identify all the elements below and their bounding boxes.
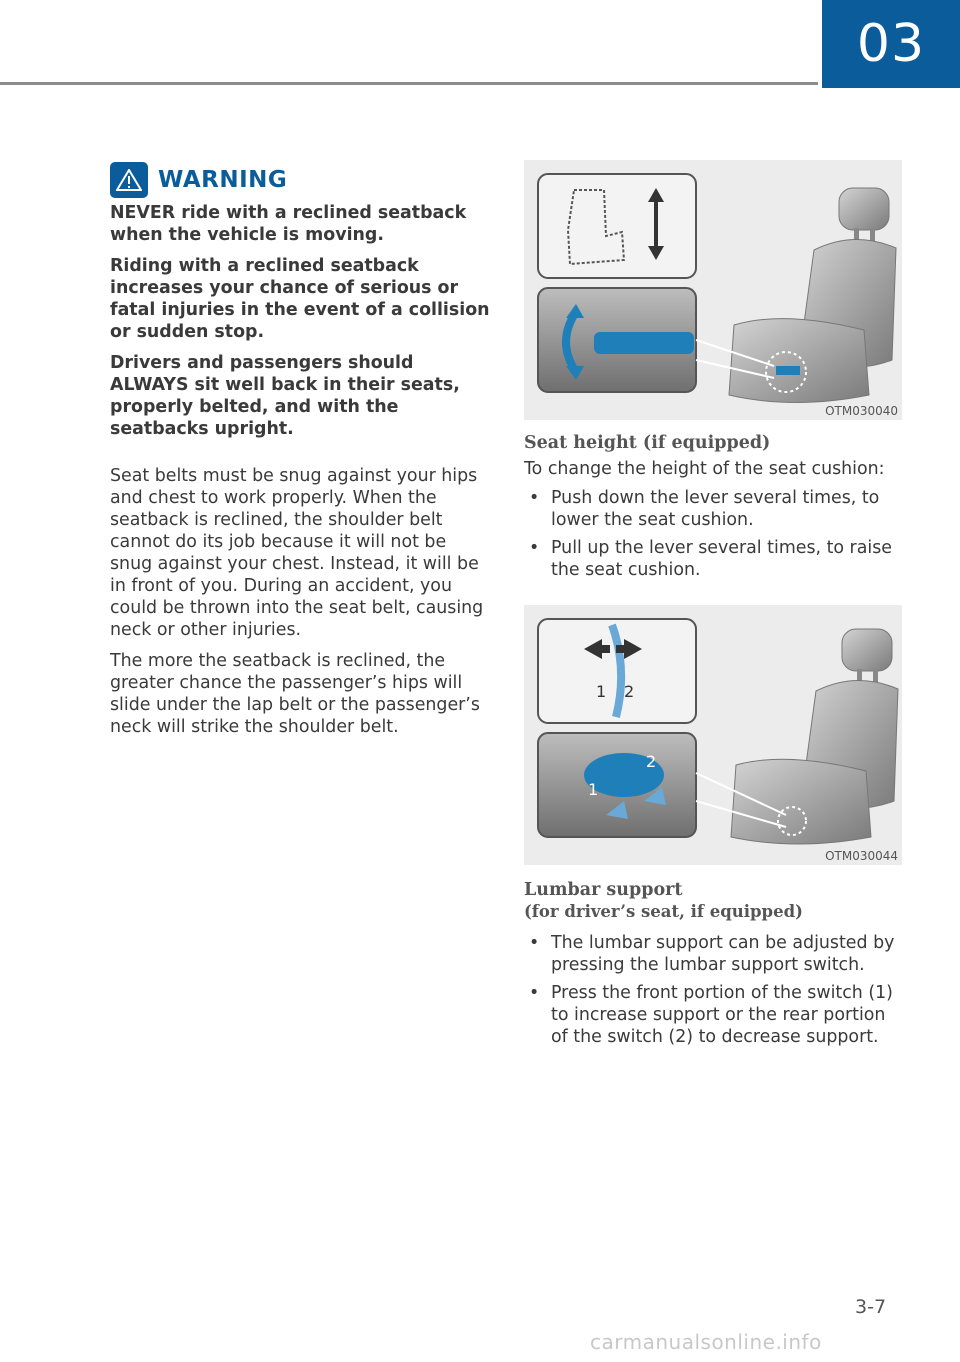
page-number: 3-7 [855, 1296, 887, 1318]
warning-text-2: Riding with a reclined seatback increases your chance of serious or fatal injuries in the event of a collision or sudden stop. [110, 256, 490, 342]
header-rule [0, 82, 818, 85]
list-item: • Push down the lever several times, to lower the seat cushion. [524, 487, 902, 531]
body-paragraph-2: The more the seatback is reclined, the greater chance the passenger’s hips will slide under the lap belt or the passenger’s neck will strike the shoulder belt. [110, 651, 480, 737]
seat-height-title: Seat height (if equipped) [524, 433, 771, 453]
right-column [524, 160, 902, 1054]
list-item: • Pull up the lever several times, to raise the seat cushion. [524, 537, 902, 581]
figure-inset-label-1: 1 [588, 780, 599, 799]
seat-height-figure [524, 160, 902, 420]
figure-code-2: OTM030044 [825, 849, 898, 863]
warning-header [110, 160, 490, 200]
lumbar-support-figure [524, 605, 902, 865]
warning-text-1: NEVER ride with a reclined seatback when the vehicle is moving. [110, 203, 467, 245]
figure-label-1: 1 [596, 682, 607, 701]
left-column [110, 160, 490, 747]
chapter-tab: 03 [822, 0, 960, 88]
body-paragraph-1: Seat belts must be snug against your hips and chest to work properly. When the seatback is reclined, the shoulder belt cannot do its job because it will not be snug against your chest. Instead, it will be in front of you. During an accident, you could be thrown into the seat belt, causing neck or other injuries. [110, 466, 484, 640]
lumbar-title-line2: (for driver’s seat, if equipped) [524, 902, 803, 921]
figure-inset-label-2: 2 [646, 752, 657, 771]
warning-title: WARNING [158, 167, 288, 193]
lumbar-support-illustration [524, 605, 902, 865]
figure-code-1: OTM030040 [825, 404, 898, 418]
warning-text-3: Drivers and passengers should ALWAYS sit well back in their seats, properly belted, and with the seatbacks upright. [110, 353, 460, 439]
list-item: • The lumbar support can be adjusted by pressing the lumbar support switch. [524, 932, 902, 976]
seat-height-list [524, 487, 902, 581]
lumbar-title-line1: Lumbar support [524, 880, 683, 900]
list-item: • Press the front portion of the switch (1) to increase support or the rear portion of the switch (2) to decrease support. [524, 982, 902, 1048]
warning-icon [110, 162, 148, 198]
watermark: carmanualsonline.info [590, 1330, 822, 1354]
seat-height-illustration [524, 160, 902, 420]
figure-label-2: 2 [624, 682, 635, 701]
lumbar-list [524, 932, 902, 1048]
seat-height-intro: To change the height of the seat cushion: [524, 459, 885, 479]
